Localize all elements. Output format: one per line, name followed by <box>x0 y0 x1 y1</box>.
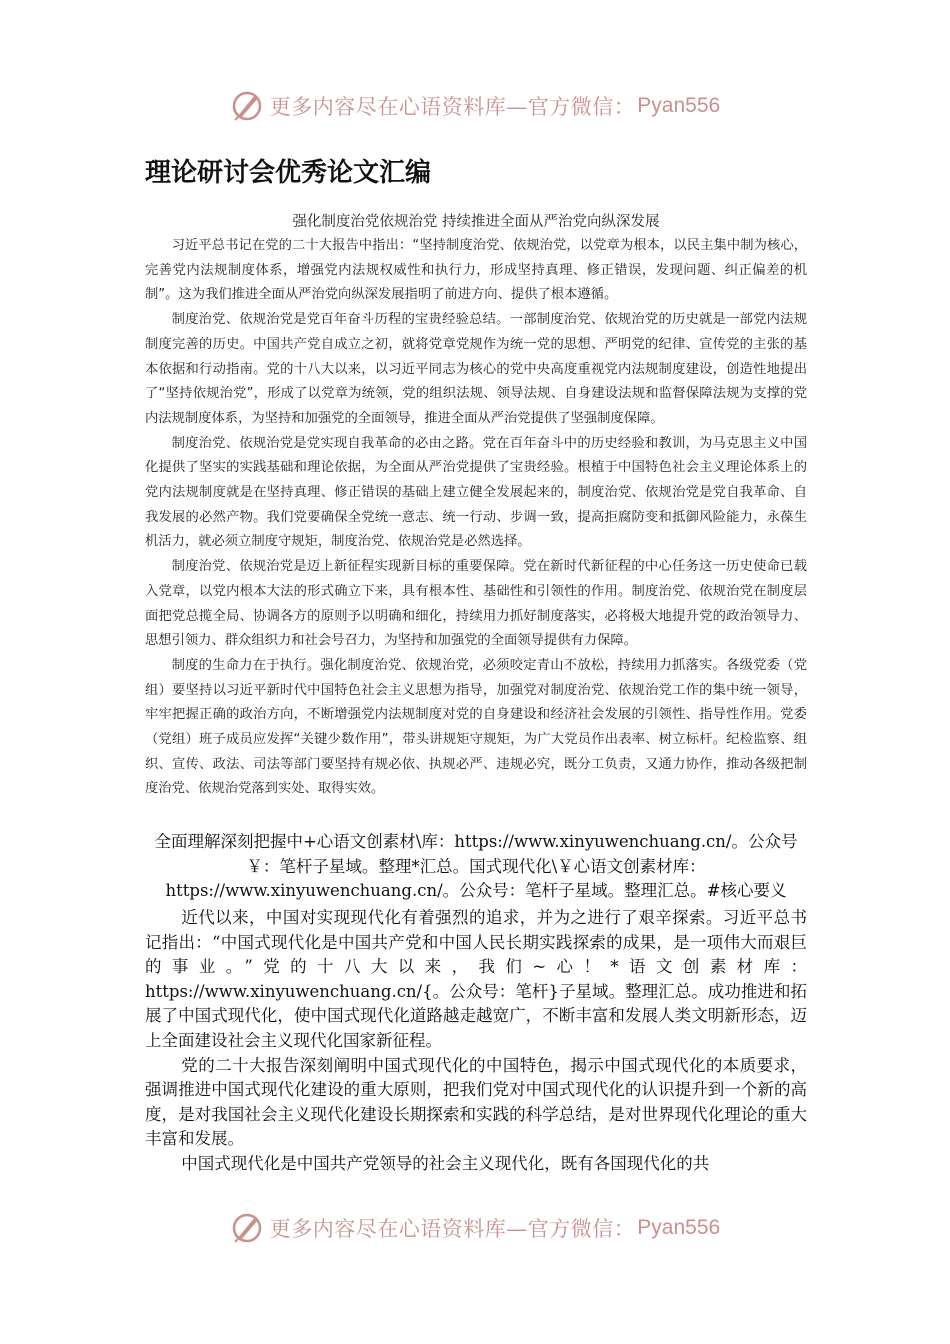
second-section-body <box>145 906 807 1177</box>
paragraph: 制度治党、依规治党是党百年奋斗历程的宝贵经验总结。一部制度治党、依规治党的历史就是一部党内法规制度完善的历史。中国共产党自成立之初，就将党章党规作为统一党的思想、严明党的纪律、宣传党的主张的基本依据和行动指南。党的十八大以来，以习近平同志为核心的党中央高度重视党内法规制度建设，创造性地提出了“坚持依规治党”，形成了以党章为统领，党的组织法规、领导法规、自身建设法规和监督保障法规为支撑的党内法规制度体系，为坚持和加强党的全面领导，推进全面从严治党提供了坚强制度保障。 <box>145 312 807 426</box>
header-watermark <box>0 86 950 126</box>
document-title: 理论研讨会优秀论文汇编 <box>145 158 432 188</box>
watermark-wechat-id: Pyan556 <box>637 1216 721 1239</box>
paragraph: 制度的生命力在于执行。强化制度治党、依规治党，必须咬定青山不放松，持续用力抓落实。各级党委（党组）要坚持以习近平新时代中国特色社会主义思想为指导，加强党对制度治党、依规治党工作的集中统一领导，牢牢把握正确的政治方向，不断增强党内法规制度对党的自身建设和经济社会发展的引领性、指导性作用。党委（党组）班子成员应发挥“关键少数作用”，带头讲规矩守规矩，为广大党员作出表率、树立标杆。纪检监察、组织、宣传、政法、司法等部门要坚持有规必依、执规必严、违规必究，既分工负责，又通力协作，推动各级把制度治党、依规治党落到实处、取得实效。 <box>145 657 807 797</box>
quill-pen-logo-icon <box>230 89 264 123</box>
footer-watermark <box>0 1208 950 1248</box>
source-note: 全面理解深刻把握中+心语文创素材\库：https://www.xinyuwenchuang.cn/。公众号￥：笔杆子星域。整理*汇总。国式现代化\￥心语文创素材库：https://www.xinyuwenchuang.cn/。公众号：笔杆子星域。整理汇总。#核心要义 <box>154 832 798 900</box>
paragraph: 党的二十大报告深刻阐明中国式现代化的中国特色，揭示中国式现代化的本质要求，强调推进中国式现代化建设的重大原则，把我们党对中国式现代化的认识提升到一个新的高度，是对我国社会主义现代化建设长期探索和实践的科学总结，是对世界现代化理论的重大丰富和发展。 <box>145 1055 807 1149</box>
watermark-text: 更多内容尽在心语资料库—官方微信： <box>269 1217 636 1241</box>
article-heading: 强化制度治党依规治党 持续推进全面从严治党向纵深发展 <box>292 214 660 230</box>
paragraph: 中国式现代化是中国共产党领导的社会主义现代化，既有各国现代化的共 <box>181 1153 710 1173</box>
paragraph: 近代以来，中国对实现现代化有着强烈的追求，并为之进行了艰辛探索。习近平总书记指出：“中国式现代化是中国共产党和中国人民长期实践探索的成果，是一项伟大而艰巨的事业。”党的十八大以来，我们~心！*语文创素材库：https://www.xinyuwenchuang.cn/{。公众号：笔杆}子星域。整理汇总。成功推进和拓展了中国式现代化，使中国式现代化道路越走越宽广，不断丰富和发展人类文明新形态，迈上全面建设社会主义现代化国家新征程。 <box>145 908 807 1050</box>
watermark-text: 更多内容尽在心语资料库—官方微信： <box>269 95 636 119</box>
paragraph: 制度治党、依规治党是党实现自我革命的必由之路。党在百年奋斗中的历史经验和教训，为马克思主义中国化提供了坚实的实践基础和理论依据，为全面从严治党提供了宝贵经验。根植于中国特色社会主义理论体系上的党内法规制度就是在坚持真理、修正错误的基础上建立健全发展起来的，制度治党、依规治党是党自我革命、自我发展的必然产物。我们党要确保全党统一意志、统一行动、步调一致，提高拒腐防变和抵御风险能力，永葆生机活力，就必须立制度守规矩，制度治党、依规治党是必然选择。 <box>145 435 807 550</box>
quill-pen-logo-icon <box>230 1211 264 1245</box>
paragraph: 习近平总书记在党的二十大报告中指出：“坚持制度治党、依规治党，以党章为根本，以民主集中制为核心，完善党内法规制度体系，增强党内法规权威性和执行力，形成坚持真理、修正错误，发现问题、纠正偏差的机制”。这为我们推进全面从严治党向纵深发展指明了前进方向、提供了根本遵循。 <box>145 238 807 303</box>
article-body <box>145 234 807 802</box>
watermark-wechat-id: Pyan556 <box>637 94 721 117</box>
paragraph: 制度治党、依规治党是迈上新征程实现新目标的重要保障。党在新时代新征程的中心任务这一历史使命已载入党章，以党内根本大法的形式确立下来，具有根本性、基础性和引领性的作用。制度治党、依规治党在制度层面把党总揽全局、协调各方的原则予以明确和细化，持续用力抓好制度落实，必将极大地提升党的政治领导力、思想引领力、群众组织力和社会号召力，为坚持和加强党的全面领导提供有力保障。 <box>145 559 807 649</box>
